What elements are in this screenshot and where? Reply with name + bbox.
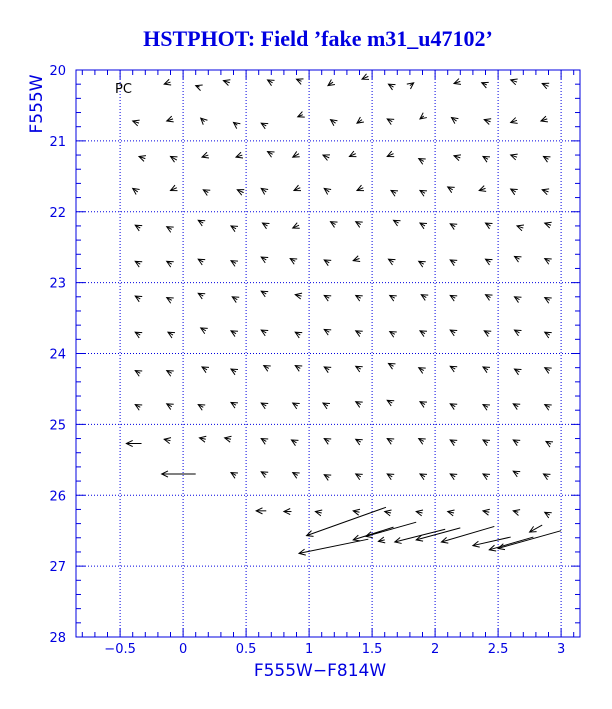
y-tick-label: 27	[49, 560, 66, 576]
x-tick-label: −0.5	[104, 642, 136, 657]
y-tick-label: 28	[49, 631, 66, 646]
y-tick-label: 25	[49, 418, 66, 434]
x-tick-label: 1.5	[361, 642, 383, 657]
y-tick-label: 24	[49, 347, 66, 363]
y-tick-label: 23	[49, 276, 66, 292]
x-tick-label: 2.5	[487, 642, 509, 657]
chart-title: HSTPHOT: Field ’fake m31_u47102’	[143, 26, 493, 51]
x-tick-label: 0	[178, 642, 188, 657]
x-tick-label: 3	[556, 642, 566, 657]
panel-label: PC	[115, 82, 132, 97]
y-tick-label: 26	[49, 489, 66, 505]
y-tick-label: 21	[49, 134, 66, 150]
x-tick-label: 1	[304, 642, 314, 657]
x-axis-label: F555W−F814W	[253, 661, 387, 681]
x-tick-label: 2	[430, 642, 440, 657]
y-axis-label: F555W	[27, 74, 47, 134]
y-tick-label: 20	[49, 64, 66, 79]
y-tick-label: 22	[49, 205, 66, 221]
x-tick-label: 0.5	[235, 642, 257, 657]
